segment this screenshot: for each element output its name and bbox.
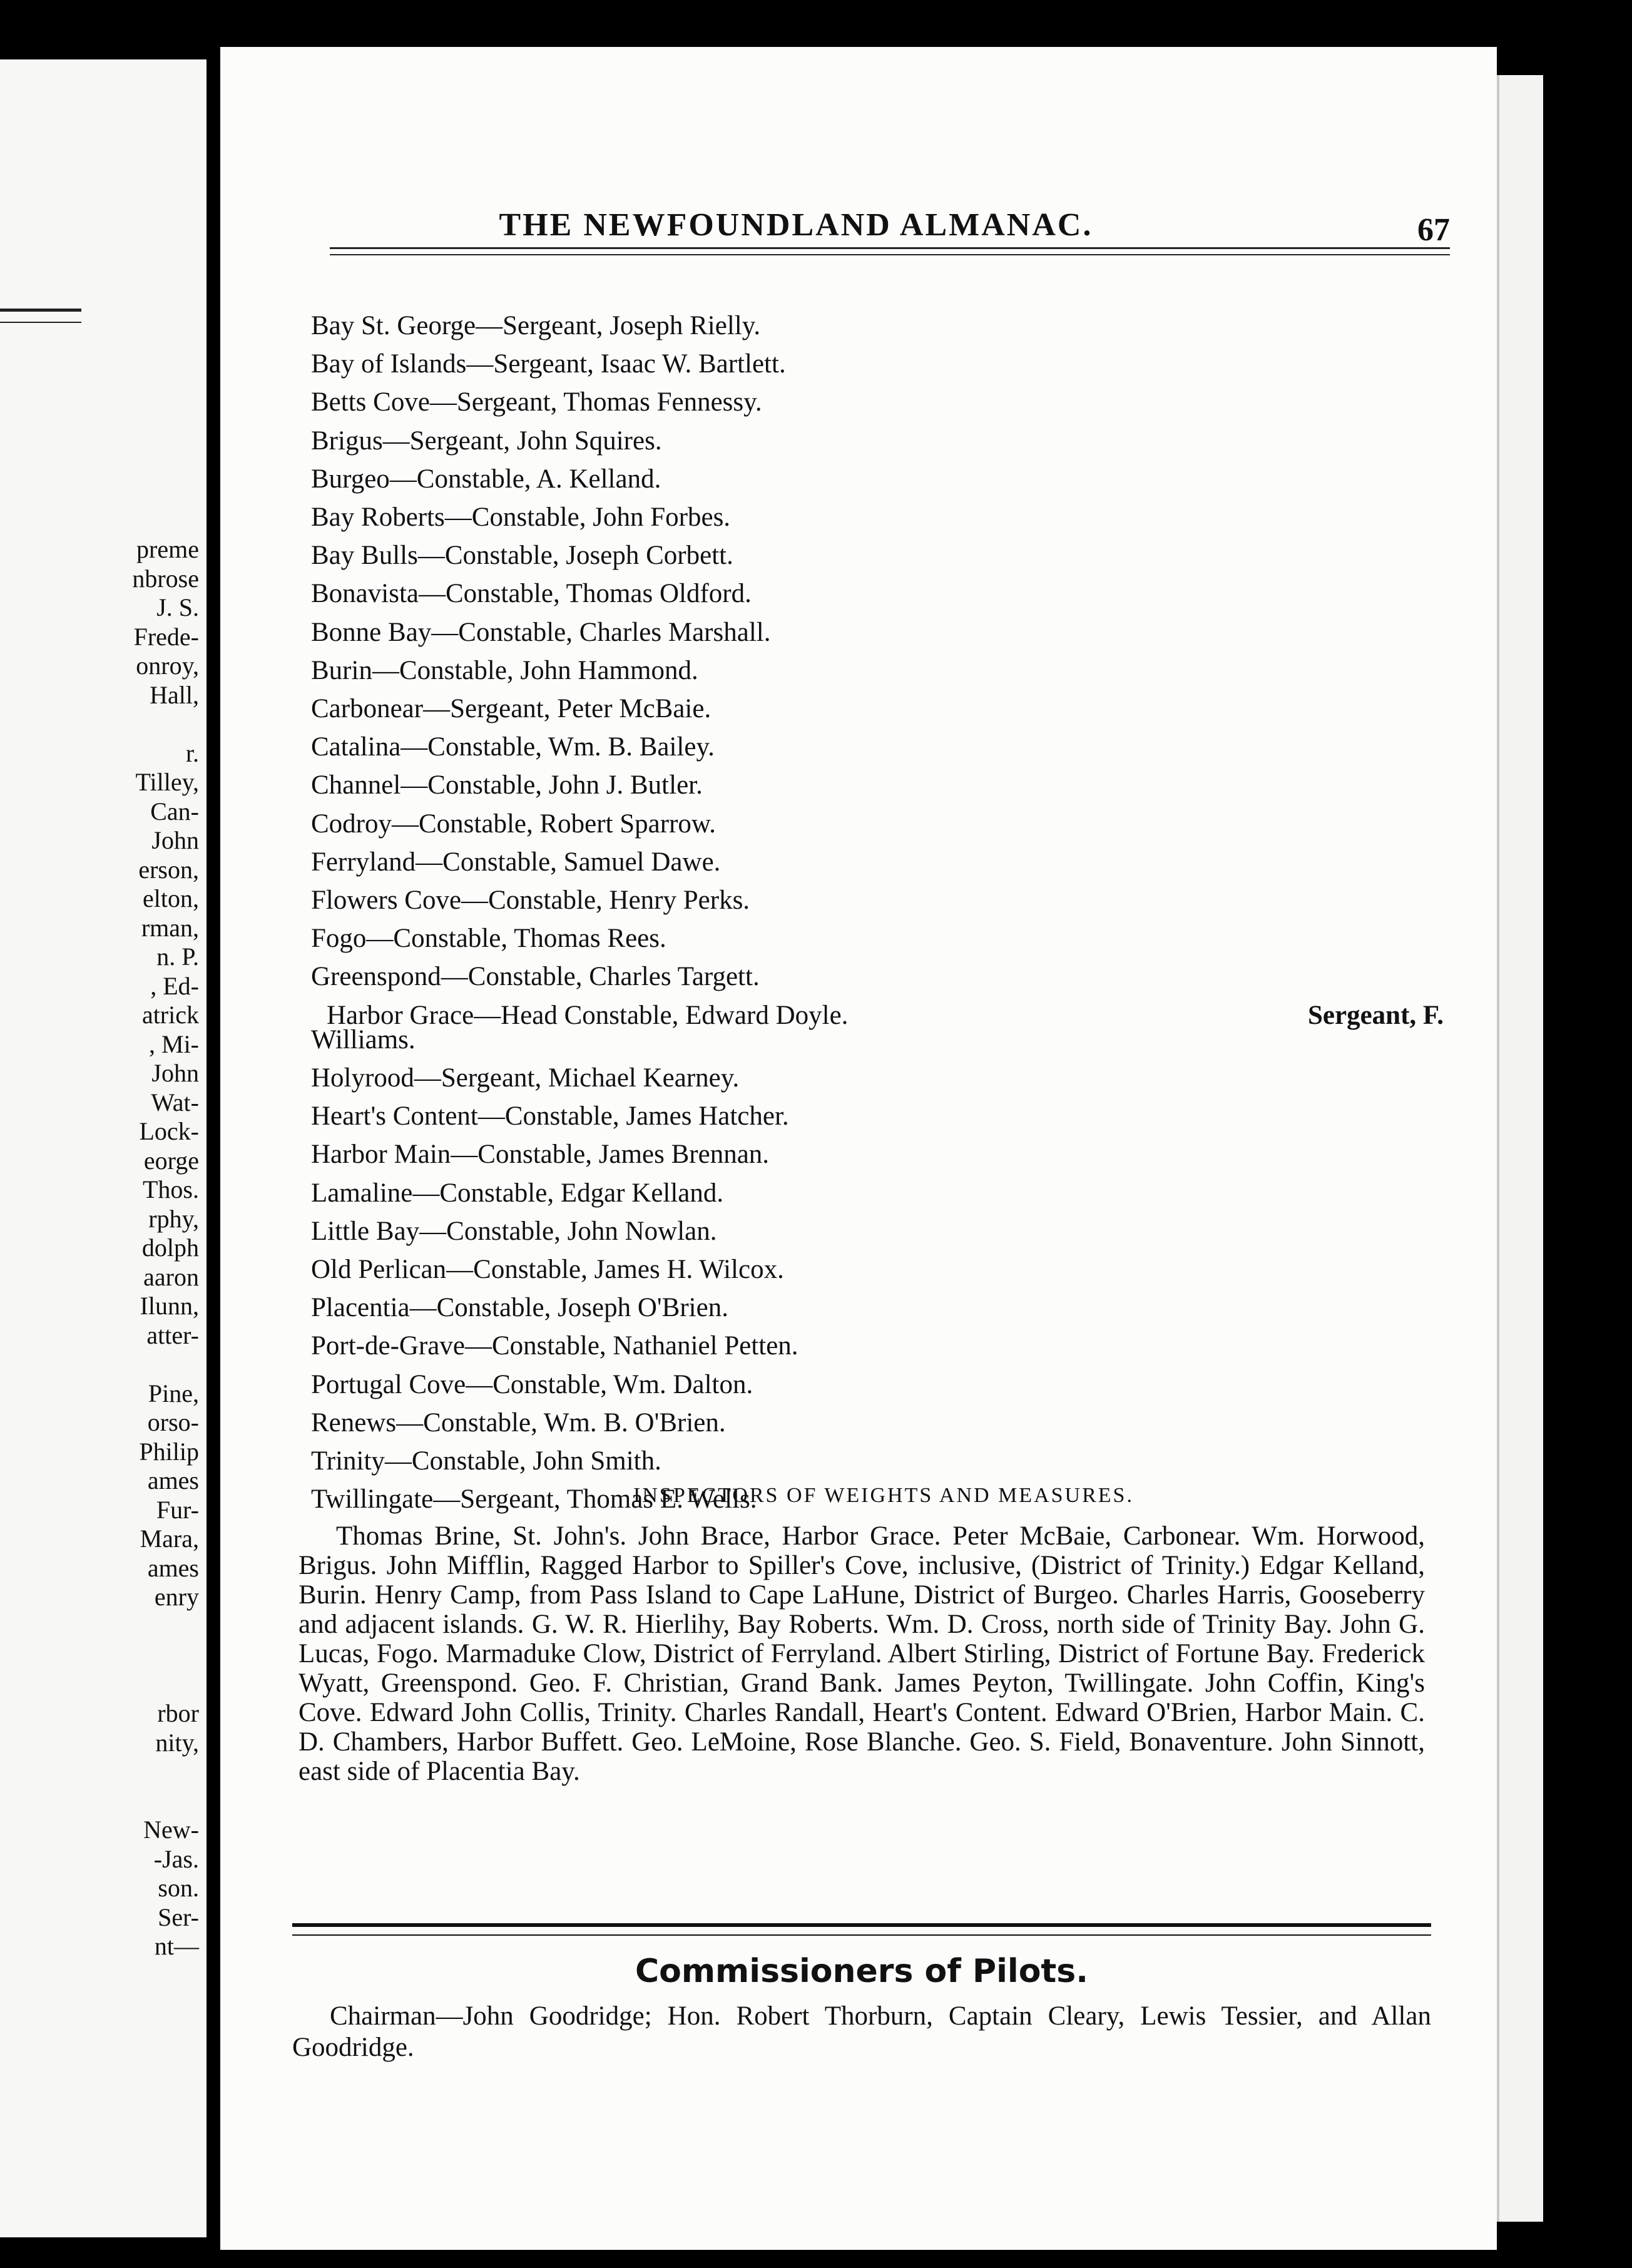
police-list-part-2 [311,1059,1456,1518]
facing-page-line-fragment: elton, [143,884,199,912]
facing-page-line-fragment: aaron [143,1262,199,1291]
police-entry: Little Bay—Constable, John Nowlan. [311,1216,717,1246]
facing-page-line-fragment: -Jas. [153,1844,199,1873]
police-entry: Bonavista—Constable, Thomas Oldford. [311,579,752,609]
facing-page-line-fragment [0,1670,199,1700]
police-entry: Port-de-Grave—Constable, Nathaniel Petten. [311,1331,798,1361]
facing-page-line-fragment: Fur- [156,1495,199,1524]
harbor-grace-continuation: Williams. [311,1024,416,1055]
police-entry: Portugal Cove—Constable, Wm. Dalton. [311,1369,753,1399]
page-edge [1497,75,1543,2222]
facing-page-line-fragment: , Mi- [149,1029,199,1058]
facing-page-line-fragment: atter- [146,1320,199,1349]
police-entry: Burin—Constable, John Hammond. [311,655,698,685]
facing-page-line-fragment [0,710,199,739]
facing-page-line-fragment: rphy, [148,1204,199,1233]
facing-page-line-fragment: Pine, [148,1379,199,1407]
police-entry: Brigus—Sergeant, John Squires. [311,426,662,456]
facing-page-line-fragment [0,1757,199,1787]
facing-page-line-fragment: r. [185,738,199,767]
facing-page-line-fragment: John [151,1059,199,1087]
facing-page-line-fragment [0,1787,199,1816]
facing-page-line-fragment: ames [147,1466,199,1494]
police-list-part-1 [311,307,1456,996]
inspectors-section [298,1480,1431,1786]
facing-page-line-fragment: n. P. [156,942,199,971]
facing-page-line-fragment: Ser- [158,1903,199,1931]
facing-page-fragment [0,59,207,2237]
police-station-list [311,307,1456,1519]
facing-page-line-fragment: , Ed- [150,971,199,1000]
facing-page-line-fragment: Hall, [150,680,199,709]
pilots-paragraph: Chairman—John Goodridge; Hon. Robert Thorburn, Captain Cleary, Lewis Tessier, and Allan Goodridge. [292,2001,1431,2062]
facing-page-line-fragment: Lock- [139,1117,199,1145]
facing-page-line-fragment: New- [143,1816,199,1844]
facing-page-line-fragment: enry [154,1583,199,1611]
police-entry: Channel—Constable, John J. Butler. [311,770,703,800]
running-title: THE NEWFOUNDLAND ALMANAC. [499,207,1093,243]
police-entry: Lamaline—Constable, Edgar Kelland. [311,1178,724,1208]
facing-page-line-fragment: J. S. [156,593,199,621]
pilots-heading: Commissioners of Pilots. [635,1953,1088,1990]
police-entry: Ferryland—Constable, Samuel Dawe. [311,847,721,877]
harbor-grace-text: Harbor Grace—Head Constable, Edward Doyle. [327,1000,849,1030]
facing-page-text-column [0,535,199,1961]
pilots-section [292,1949,1431,2063]
facing-page-line-fragment: nt— [154,1932,199,1960]
facing-page-line-fragment: orso- [147,1408,199,1436]
page-number: 67 [1417,212,1450,248]
police-entry: Bay Roberts—Constable, John Forbes. [311,503,731,533]
facing-page-line-fragment: rbor [157,1699,199,1727]
police-entry: Catalina—Constable, Wm. B. Bailey. [311,732,715,762]
facing-page-line-fragment: rman, [141,913,199,942]
police-entry: Burgeo—Constable, A. Kelland. [311,464,661,494]
police-entry: Harbor Main—Constable, James Brennan. [311,1140,770,1170]
police-entry: Old Perlican—Constable, James H. Wilcox. [311,1255,784,1285]
inspectors-heading: INSPECTORS OF WEIGHTS AND MEASURES. [633,1484,1134,1507]
police-entry: Placentia—Constable, Joseph O'Brien. [311,1293,728,1323]
page-header [330,203,1462,260]
police-entry: Fogo—Constable, Thomas Rees. [311,924,666,954]
facing-page-line-fragment: Wat- [151,1088,199,1116]
facing-page-line-fragment: Thos. [143,1175,199,1203]
facing-page-line-fragment: onroy, [136,651,199,680]
facing-page-line-fragment: nity, [155,1728,199,1757]
facing-page-line-fragment: Philip [139,1437,199,1466]
book-gutter [207,0,220,2268]
facing-page-line-fragment: preme [136,535,199,563]
police-entry: Greenspond—Constable, Charles Targett. [311,962,760,992]
police-entry: Flowers Cove—Constable, Henry Perks. [311,886,750,916]
facing-page-line-fragment [0,1612,199,1642]
inspectors-paragraph: Thomas Brine, St. John's. John Brace, Harbor Grace. Peter McBaie, Carbonear. Wm. Horwood, Brigus. John Mifflin, Ragged Harbor to Spiller's Cove, inclusive, (District of Trinity.) Edgar Kelland, Burin. Henry Camp, from Pass Island to Cape LaHune, District of Burgeo. Charles Harris, Gooseberry and adjacent islands. G. W. R. Hierlihy, Bay Roberts. Wm. D. Cross, north side of Trinity Bay. John G. Lucas, Fogo. Marmaduke Clow, District of Ferryland. Albert Stirling, District of Fortune Bay. Frederick Wyatt, Greenspond. Geo. F. Christian, Grand Bank. James Peyton, Twillingate. John Coffin, King's Cove. Edward John Collis, Trinity. Charles Randall, Heart's Content. Edward O'Brien, Harbor Main. C. D. Chambers, Harbor Buffett. Geo. LeMoine, Rose Blanche. Geo. S. Field, Bonaventure. John Sinnott, east side of Placentia Bay. [298,1521,1425,1786]
police-entry: Bonne Bay—Constable, Charles Marshall. [311,617,771,647]
police-entry: Bay of Islands—Sergeant, Isaac W. Bartlett. [311,349,786,379]
facing-page-rule [0,309,81,323]
police-entry: Bay St. George—Sergeant, Joseph Rielly. [311,311,761,340]
facing-page-line-fragment: Ilunn, [140,1292,199,1320]
police-entry: Twillingate—Sergeant, Thomas E. Wells. [311,1484,757,1515]
police-entry: Carbonear—Sergeant, Peter McBaie. [311,694,711,724]
facing-page-line-fragment: atrick [141,1001,199,1029]
police-entry: Renews—Constable, Wm. B. O'Brien. [311,1407,726,1438]
police-entry: Betts Cove—Sergeant, Thomas Fennessy. [311,387,762,417]
police-entry: Trinity—Constable, John Smith. [311,1446,661,1476]
facing-page-line-fragment [0,1350,199,1379]
police-entry: Holyrood—Sergeant, Michael Kearney. [311,1063,740,1093]
section-rule [292,1923,1431,1936]
police-entry: Bay Bulls—Constable, Joseph Corbett. [311,541,733,571]
facing-page-line-fragment [0,1641,199,1670]
header-rule [330,247,1450,255]
harbor-grace-sergeant: Sergeant, F. [1308,1000,1444,1030]
facing-page-line-fragment: ames [147,1553,199,1582]
facing-page-line-fragment: Mara, [140,1525,199,1553]
facing-page-line-fragment: Frede- [133,622,199,651]
facing-page-line-fragment: John [151,826,199,854]
almanac-page [220,47,1497,2250]
facing-page-line-fragment: erson, [138,855,199,884]
facing-page-line-fragment: nbrose [132,564,199,593]
facing-page-line-fragment: son. [158,1874,199,1902]
facing-page-line-fragment: eorge [143,1146,199,1175]
police-entry: Heart's Content—Constable, James Hatcher. [311,1101,789,1131]
facing-page-line-fragment: Can- [150,797,199,825]
police-entry: Codroy—Constable, Robert Sparrow. [311,809,716,839]
facing-page-line-fragment: dolph [141,1234,199,1262]
facing-page-line-fragment: Tilley, [135,768,199,796]
